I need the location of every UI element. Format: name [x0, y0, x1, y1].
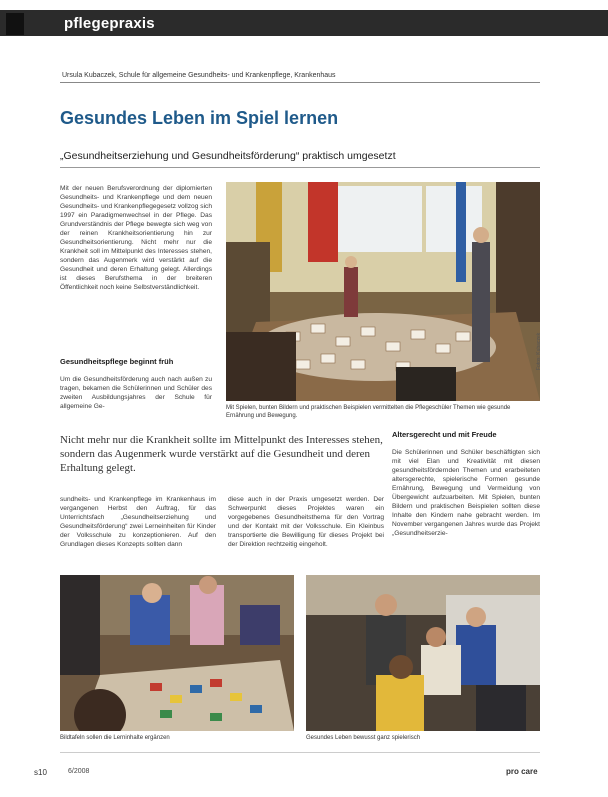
pull-quote: Nicht mehr nur die Krankheit sollte im Mittelpunkt des Interesses stehen, sondern das Augenmerk wurde verstärkt auf die Gesundheit und deren Erhaltung gelegt. [60, 434, 383, 474]
author-byline: Ursula Kubaczek, Schule für allgemeine Gesundheits- und Krankenpflege, Krankenhaus [62, 72, 336, 79]
main-photo [226, 182, 540, 401]
bottom-left-photo-illustration [60, 575, 294, 731]
subheading-gesundheitspflege: Gesundheitspflege beginnt früh [60, 357, 174, 366]
subheading-altersgerecht: Altersgerecht und mit Freude [392, 430, 497, 439]
column1-bottom-paragraph: sundheits- und Krankenpflege im Krankenhaus im vergangenen Herbst den Auftrag, für das Unterrichtsfach „Gesundheitserziehung und Gesundheitsförderung“ zwei Lerneinheiten für Kinder der Volksschule zu konzeptionieren. Auf den Grundlagen dieses Konzepts sollten dann [60, 496, 216, 548]
journal-name: pro care [506, 767, 538, 776]
section-label: pflegepraxis [64, 15, 155, 32]
column1-paragraph: Um die Gesundheitsförderung auch nach außen zu tragen, bekamen die Schülerinnen und Schüler des zweiten Ausbildungsjahres der Schule für allgemeine Ge- [60, 376, 212, 410]
footer-divider [60, 752, 540, 753]
bottom-left-photo [60, 575, 294, 731]
intro-paragraph: Mit der neuen Berufsverordnung der diplomierten Gesundheits- und Krankenpflege und dem neuen Gesundheits- und Krankenpflegegesetz vollzog sich 1997 ein Paradigmenwechsel in der Pflege. Das Grundverständnis der Pflege bewegte sich weg von der reinen Krankheitsorientierung hin zur Gesundheitsorientierung. Nicht mehr nur die Krankheit soll im Mittelpunkt des Interesses stehen, sondern das Augenmerk wird verstärkt auf die Gesundheit und deren Erhaltung gelegt. Allerdings ist dieses Berufsthema in der breiteren Öffentlichkeit noch keine Selbstverständlichkeit. [60, 185, 212, 291]
subtitle-divider [60, 167, 540, 168]
section-marker [6, 13, 24, 35]
main-photo-caption: Mit Spielen, bunten Bildern und praktischen Beispielen vermittelten die Pflegeschüler Themen wie gesunde Ernährung und Bewegung. [226, 405, 511, 419]
photo-credit: Fotos: Kubaczek [536, 332, 542, 370]
bottom-right-photo-illustration [306, 575, 540, 731]
article-subtitle: „Gesundheitserziehung und Gesundheitsförderung“ praktisch umgesetzt [60, 150, 396, 162]
bottom-right-photo [306, 575, 540, 731]
issue-number: 6/2008 [68, 768, 90, 775]
main-photo-illustration [226, 182, 540, 401]
page-number: s10 [34, 768, 47, 777]
article-title: Gesundes Leben im Spiel lernen [60, 108, 339, 128]
bottom-left-caption: Bildtafeln sollen die Lerninhalte ergänzen [60, 735, 170, 741]
byline-divider [60, 82, 540, 83]
column3-paragraph: Die Schülerinnen und Schüler beschäftigten sich mit viel Elan und Kreativität mit diesen gesundheitsfördernden Themen und erarbeiteten altersgerechte, spielerische Formen gesunde Ernährung, Bewegung und Vermeidung von Übergewicht aufzuarbeiten. Mit Spielen, bunten Bildern und praktischen Beispielen sollten diese Inhalte den Kindern nahe gebracht werden. Im November vergangenen Jahres wurde das Projekt „Gesundheitserzie- [392, 449, 540, 537]
bottom-right-caption: Gesundes Leben bewusst ganz spielerisch [306, 735, 421, 741]
column2-bottom-paragraph: diese auch in der Praxis umgesetzt werden. Der Schwerpunkt dieses Projektes waren ein vorgegebenes Gesundheitsthema für den Vortrag und der Kontakt mit der Volksschule. Ein Kleinbus transportierte die Bewilligung für dieses Projekt bei der Direktion rechtzeitig eingeholt. [228, 496, 384, 548]
